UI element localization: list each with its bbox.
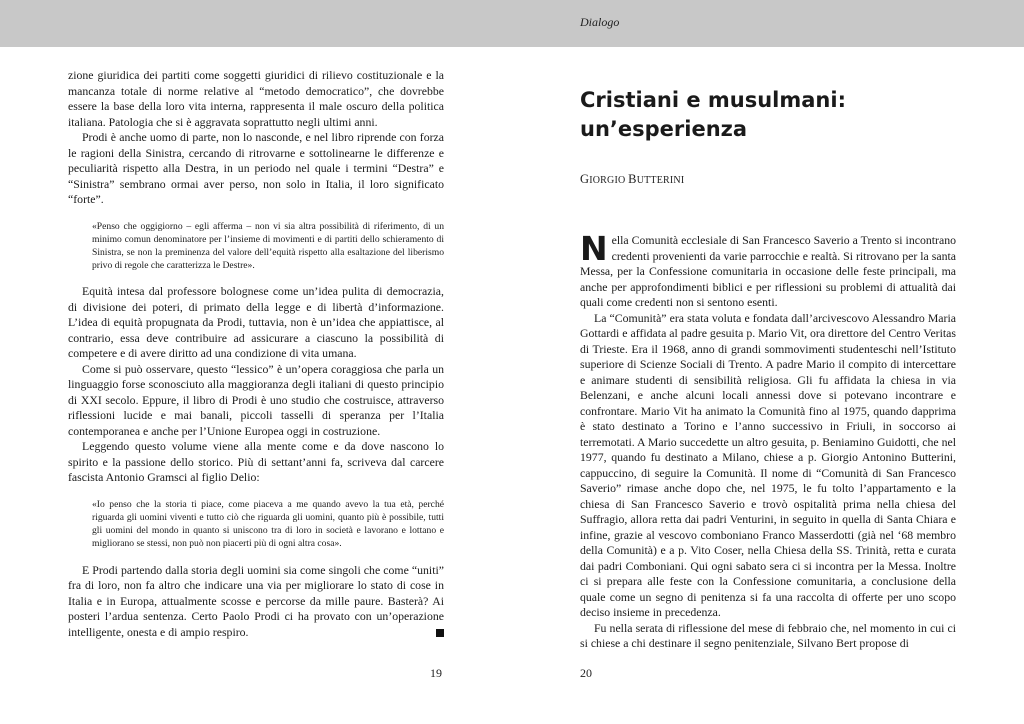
left-page: [68, 68, 444, 640]
body-paragraph: Leggendo questo volume viene alla mente come e da dove nascono lo spirito e la passione dello storico. Più di settant’anni fa, scriveva dal carcere fascista Antonio Gramsci al figlio Delio:: [68, 439, 444, 485]
body-paragraph: Equità intesa dal professore bolognese come un’idea pulita di democrazia, di divisione dei poteri, di primato della legge e di libertà d’informazione. L’idea di equità propugnata da Prodi, tuttavia, non è un’idea che appiattisce, al contrario, essa deve contribuire ad assicurare a ciascuno la possibilità di competere e di avere diritto ad una condizione di vita umana.: [68, 284, 444, 361]
body-paragraph: Come si può osservare, questo “lessico” è un’opera coraggiosa che parla un linguaggio forse sconosciuto alla maggioranza degli italiani di questo principio di XXI secolo. Eppure, il libro di Prodi è uno studio che costruisce, attraverso riflessioni lucide e mai banali, piccoli tasselli di speranza per l’Italia contemporanea e anche per l’Unione Europea oggi in costruzione.: [68, 361, 444, 438]
drop-cap: N: [580, 229, 608, 268]
final-paragraph-text: E Prodi partendo dalla storia degli uomini sia come singoli che come “uniti” fra di loro, non fa altro che indicare una via per migliorare lo stato di cose in Italia e in Europa, attualmente scosse e percorse da mille paure. Basterà? Ai posteri l’ardua sentenza. Certo Paolo Prodi ci ha provato con un’operazione intelligente, onesta e di ampio respiro.: [68, 562, 444, 639]
running-title: Dialogo: [580, 15, 620, 29]
title-line-1: Cristiani e musulmani:: [580, 88, 846, 112]
block-quote: «Penso che oggigiorno – egli afferma – non vi sia altra possibilità di riferimento, di un minimo comun denominatore per l’insieme di movimenti e di partiti dello schieramento di Sinistra, se non la preminenza del valore dell’equità rispetto alla esaltazione del liberismo privo di regole che caratterizza le Destre».: [92, 220, 444, 272]
body-paragraph: La “Comunità” era stata voluta e fondata dall’arcivescovo Alessandro Maria Gottardi e affidata al padre gesuita p. Mario Vit, ora direttore del Centro Veritas di Trieste. Era il 1968, anno di grandi sommovimenti studenteschi nell’Istituto superiore di Scienze Sociali di Trento. A padre Mario il compito di intercettare e animare studenti di sensibilità religiosa. Gli fu affidata la chiesa in via Belenzani, e anche alcuni locali annessi dove si potevano incontrare e confrontare. Mario Vit ha animato la Comunità fino al 1975, quando dapprima è stato destinato a Torino e l’anno successivo in Friuli, in soccorso ai terremotati. A Mario succedette un altro gesuita, p. Beniamino Guidotti, che nel 1977, quando fu destinato a Milano, chiese a p. Giorgio Antonino Butterini, cappuccino, di seguire la Comunità. Il nome di “Comunità di San Francesco Saverio” rimase anche dopo che, nel 1975, le fu tolto l’appartamento e la chiesa di San Francesco Saverio e trovò ospitalità prima nella chiesa del Suffragio, allora retta dai padri Venturini, in seguito in quella di Santa Chiara e infine, grazie al vescovo comboniano Franco Masserdotti (già nel ‘68 membro della Comunità) e a p. Vito Coser, nella Chiesa della SS. Trinità, retta e curata dai padri Comboniani. Qui ogni sabato sera ci si incontra per la Messa. Inoltre ci si prepara alle feste con la Confessione comunitaria, a conclusione della quale come un segno di penitenza si fa una raccolta di offerte per uno scopo deciso insieme in precedenza.: [580, 310, 956, 619]
body-paragraph-first: [580, 229, 956, 311]
body-paragraph: Prodi è anche uomo di parte, non lo nasconde, e nel libro riprende con forza le ragioni della Sinistra, cercando di ritrovarne e sottolinearne le differenze e peculiarità rispetto alla Destra, in un periodo nel quale i termini “Destra” e “Sinistra” sembrano ormai aver perso, non solo in Italia, il loro significato “forte”.: [68, 130, 444, 206]
author-first-rest: IORGIO: [589, 175, 626, 186]
first-paragraph-text: ella Comunità ecclesiale di San Francesco Saverio a Trento si incontrano credenti provenienti da varie parrocchie e realtà. Si ritrovano per la santa Messa, per la Confessione comunitaria in occasione delle feste principali, ma anche per approfondimenti biblici e per riflessioni su problemi di attualità dai quali come credenti non si sentono esenti.: [580, 233, 956, 309]
body-paragraph: Fu nella serata di riflessione del mese di febbraio che, nel momento in cui ci si chiese a chi destinare il segno penitenziale, Silvano Bert propose di: [580, 620, 956, 650]
body-paragraph-final: [68, 563, 444, 641]
article-title: [580, 86, 956, 144]
article-body: [580, 229, 956, 652]
title-line-2: un’esperienza: [580, 117, 748, 141]
article-author: [580, 172, 956, 187]
body-paragraph: zione giuridica dei partiti come soggetti giuridici di rilievo costituzionale e la mancanza totale di norme relative al “metodo democratico”, che dovrebbe essere la base della loro vita interna, rappresenta il male oscuro della politica italiana. Patologia che si è aggravata soprattutto negli ultimi anni.: [68, 68, 444, 129]
end-of-article-mark: [436, 629, 444, 637]
author-last-initial: B: [628, 172, 637, 186]
page-number-right: 20: [580, 666, 592, 680]
block-quote: «Io penso che la storia ti piace, come piaceva a me quando avevo la tua età, perché riguarda gli uomini viventi e tutto ciò che riguarda gli uomini, quanto più è possibile, tutti gli uomini del mondo in quanto si uniscono tra di loro in società e lavorano e lottano e migliorano se stessi, non può non piacerti più di ogni altra cosa».: [92, 498, 444, 550]
header-bar: [0, 0, 1024, 47]
page-number-left: 19: [430, 666, 442, 680]
right-page: [580, 68, 956, 652]
author-first-initial: G: [580, 172, 590, 186]
author-last-rest: UTTERINI: [636, 175, 685, 186]
